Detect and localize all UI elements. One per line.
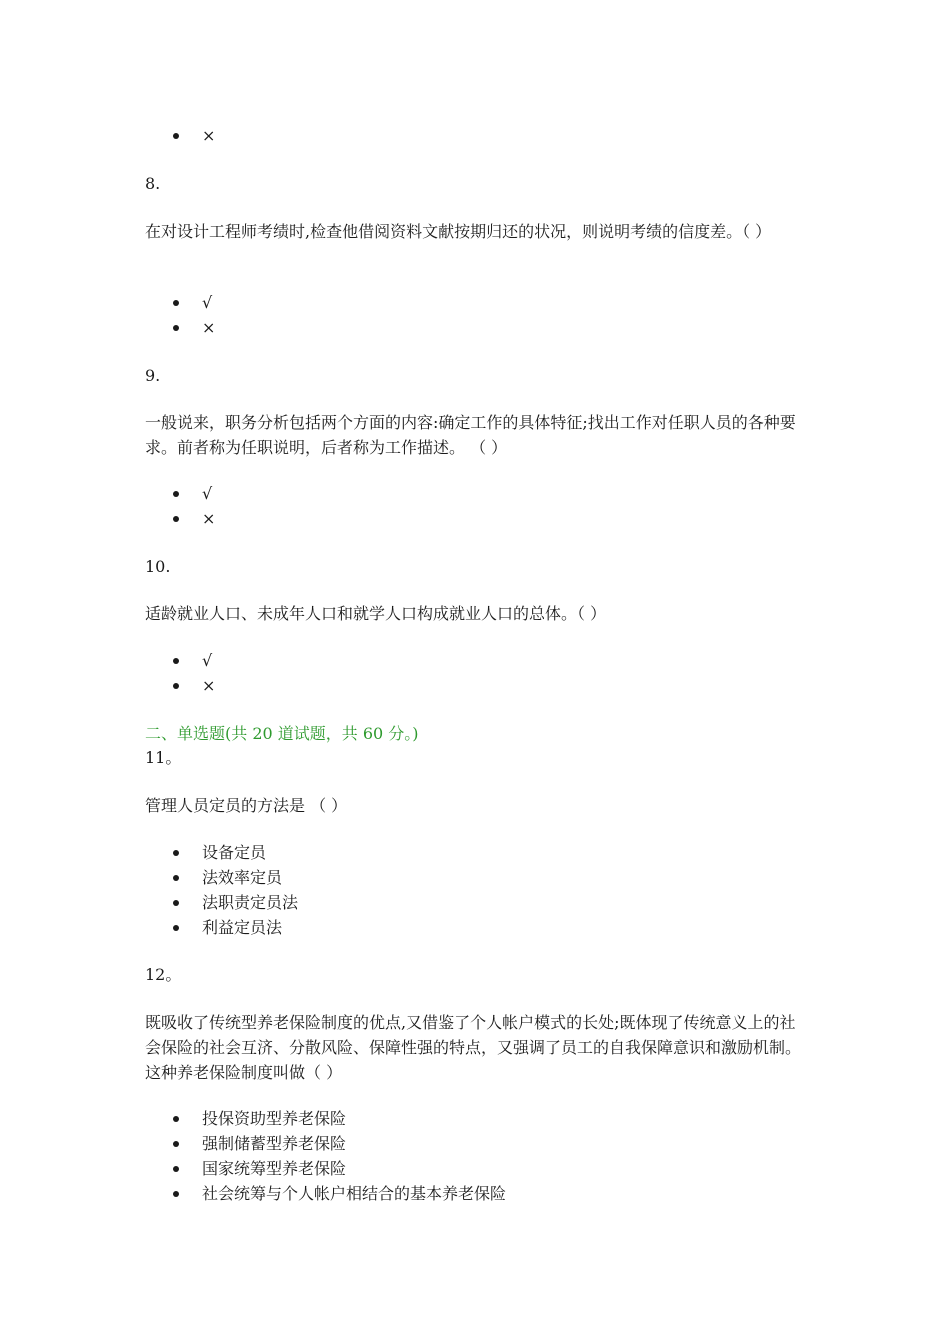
option-label: √ bbox=[202, 651, 213, 670]
question-text: 在对设计工程师考绩时,检查他借阅资料文献按期归还的状况，则说明考绩的信度差。（ ） bbox=[145, 222, 772, 241]
question-9-options bbox=[145, 481, 805, 531]
option-item[interactable] bbox=[145, 1131, 805, 1156]
option-label: 利益定员法 bbox=[202, 918, 283, 937]
option-label: 投保资助型养老保险 bbox=[202, 1109, 347, 1128]
bullet-icon bbox=[173, 683, 179, 689]
option-item[interactable] bbox=[145, 890, 805, 915]
option-label: 法职责定员法 bbox=[202, 893, 299, 912]
bullet-icon bbox=[173, 491, 179, 497]
option-item[interactable] bbox=[145, 506, 805, 531]
option-label: × bbox=[202, 509, 216, 528]
question-text: 适龄就业人口、未成年人口和就学人口构成就业人口的总体。（ ） bbox=[145, 604, 607, 623]
option-item[interactable] bbox=[145, 123, 805, 148]
question-12-body bbox=[145, 1010, 805, 1085]
option-label: √ bbox=[202, 293, 213, 312]
top-option-list bbox=[145, 123, 805, 148]
bullet-icon bbox=[173, 900, 179, 906]
bullet-icon bbox=[173, 1141, 179, 1147]
option-label: √ bbox=[202, 484, 213, 503]
option-item[interactable] bbox=[145, 1106, 805, 1131]
bullet-icon bbox=[173, 925, 179, 931]
bullet-icon bbox=[173, 1166, 179, 1172]
question-10 bbox=[145, 555, 805, 579]
question-10-body bbox=[145, 601, 805, 626]
question-8-body bbox=[145, 219, 805, 244]
question-9-body bbox=[145, 410, 805, 460]
question-12-options bbox=[145, 1106, 805, 1206]
option-item[interactable] bbox=[145, 865, 805, 890]
bullet-icon bbox=[173, 325, 179, 331]
option-item[interactable] bbox=[145, 648, 805, 673]
question-12 bbox=[145, 963, 805, 987]
bullet-icon bbox=[173, 875, 179, 881]
option-item[interactable] bbox=[145, 1156, 805, 1181]
question-11-options bbox=[145, 840, 805, 940]
option-label: × bbox=[202, 676, 216, 695]
question-text: 管理人员定员的方法是 （ ） bbox=[145, 796, 348, 815]
option-label: 社会统筹与个人帐户相结合的基本养老保险 bbox=[202, 1184, 507, 1203]
question-number: 8. bbox=[145, 174, 161, 193]
option-label: 设备定员 bbox=[202, 843, 267, 862]
question-9 bbox=[145, 364, 805, 388]
option-item[interactable] bbox=[145, 915, 805, 940]
option-item[interactable] bbox=[145, 290, 805, 315]
question-11-body bbox=[145, 793, 805, 818]
bullet-icon bbox=[173, 850, 179, 856]
bullet-icon bbox=[173, 300, 179, 306]
option-label: × bbox=[202, 126, 216, 145]
question-text: 一般说来，职务分析包括两个方面的内容:确定工作的具体特征;找出工作对任职人员的各种要求。前者称为任职说明，后者称为工作描述。 （ ） bbox=[145, 413, 796, 457]
option-item[interactable] bbox=[145, 673, 805, 698]
option-item[interactable] bbox=[145, 840, 805, 865]
option-label: × bbox=[202, 318, 216, 337]
question-8-options bbox=[145, 290, 805, 340]
question-number: 9. bbox=[145, 366, 161, 385]
bullet-icon bbox=[173, 1116, 179, 1122]
question-text: 既吸收了传统型养老保险制度的优点,又借鉴了个人帐户模式的长处;既体现了传统意义上的社会保险的社会互济、分散风险、保障性强的特点，又强调了员工的自我保障意识和激励机制。这种养老保险制度叫做（ ） bbox=[145, 1013, 802, 1082]
option-item[interactable] bbox=[145, 481, 805, 506]
option-label: 法效率定员 bbox=[202, 868, 283, 887]
bullet-icon bbox=[173, 133, 179, 139]
bullet-icon bbox=[173, 658, 179, 664]
bullet-icon bbox=[173, 516, 179, 522]
question-10-options bbox=[145, 648, 805, 698]
question-11 bbox=[145, 746, 805, 770]
section-heading: 二、单选题(共 20 道试题，共 60 分。) bbox=[145, 724, 419, 743]
question-8 bbox=[145, 172, 805, 196]
question-number: 10. bbox=[145, 557, 171, 576]
question-number: 12。 bbox=[145, 965, 182, 984]
bullet-icon bbox=[173, 1191, 179, 1197]
option-label: 国家统筹型养老保险 bbox=[202, 1159, 347, 1178]
option-item[interactable] bbox=[145, 315, 805, 340]
question-number: 11。 bbox=[145, 748, 182, 767]
option-item[interactable] bbox=[145, 1181, 805, 1206]
option-label: 强制储蓄型养老保险 bbox=[202, 1134, 347, 1153]
